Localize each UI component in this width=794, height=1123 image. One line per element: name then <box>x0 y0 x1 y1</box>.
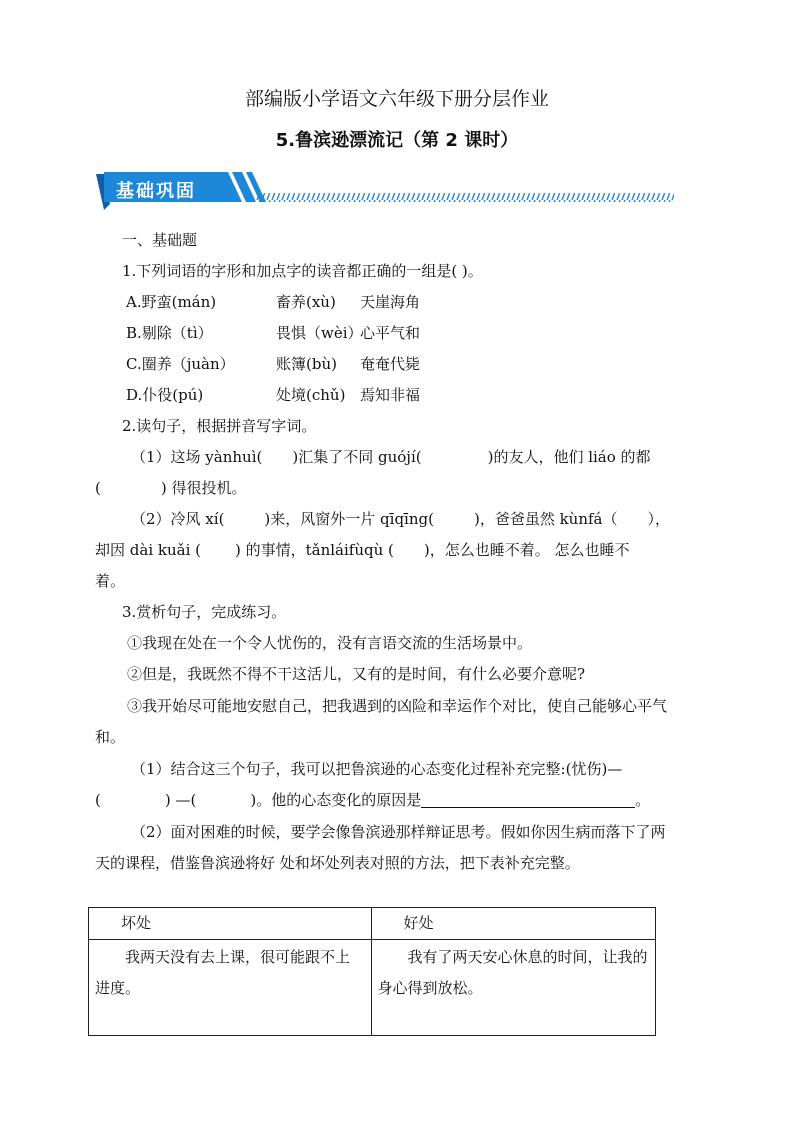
text-segment: ) 得很投机。 <box>160 479 247 497</box>
q1-option-b <box>126 323 420 343</box>
q2-sentence2-line2 <box>95 540 630 560</box>
section-banner <box>96 168 676 212</box>
text-segment: )来，风窗外一片 qīqīng( <box>264 510 434 528</box>
q1-option-c <box>126 354 420 374</box>
section-banner-label: 基础巩固 <box>116 181 196 202</box>
q3-sub1-line1: （1）结合这三个句子，我可以把鲁滨逊的心态变化过程补充完整:(忧伤)— <box>131 760 623 778</box>
q2-sentence2-line1 <box>131 509 670 529</box>
q2-sentence1-line2 <box>95 478 246 498</box>
pros-cons-table <box>88 907 656 1036</box>
text-segment: )的友人，他们 liáo 的都 <box>487 448 651 466</box>
q1-option-d <box>126 385 420 405</box>
q2-sentence2-line3: 着。 <box>95 572 126 590</box>
text-segment: ) —( <box>164 791 197 809</box>
option-word: C.圈养（juàn） <box>126 355 235 373</box>
q3-sub1-line2 <box>95 790 650 810</box>
option-word: 畜养(xù) <box>276 293 336 311</box>
option-word: B.剔除（tì） <box>126 324 213 342</box>
option-word: 心平气和 <box>360 324 421 342</box>
document-title: 部编版小学语文六年级下册分层作业 <box>244 88 549 110</box>
q3-stem: 3.赏析句子，完成练习。 <box>122 603 287 621</box>
text-segment: ) 的事情，tǎnláifùqù ( <box>235 541 394 559</box>
option-word: D.仆役(pú) <box>126 386 204 404</box>
text-segment: )。他的心态变化的原因是 <box>250 791 422 809</box>
text-segment: （1）这场 yànhuì( <box>131 448 263 466</box>
option-word: 处境(chǔ) <box>276 386 346 404</box>
q3-sub2-line2: 天的课程，借鉴鲁滨逊将好 处和坏处列表对照的方法，把下表补充完整。 <box>95 854 580 872</box>
lesson-subtitle: 5.鲁滨逊漂流记（第 2 课时） <box>275 130 519 151</box>
text-segment: 却因 dài kuǎi ( <box>95 541 201 559</box>
option-word: 奄奄代毙 <box>360 355 421 373</box>
q3-sub2-line1: （2）面对困难的时候，要学会像鲁滨逊那样辩证思考。假如你因生病而落下了两 <box>131 823 666 841</box>
table-header-cons: 坏处 <box>89 908 372 940</box>
table-header-row <box>89 908 656 940</box>
text-segment: ）， <box>647 510 671 528</box>
part-heading: 一、基础题 <box>122 231 198 249</box>
option-word: 天崖海角 <box>360 293 421 311</box>
text-segment: （2）冷风 xí( <box>131 510 225 528</box>
table-header-pros: 好处 <box>371 908 656 940</box>
q3-sentence-1: ①我现在处在一个令人忧伤的，没有言语交流的生活场景中。 <box>127 634 533 652</box>
table-cell-cons[interactable]: 我两天没有去上课，很可能跟不上进度。 <box>89 940 372 1036</box>
q3-sentence-2: ②但是，我既然不得不干这活儿，又有的是时间，有什么必要介意呢? <box>127 665 586 683</box>
q2-sentence1-line1 <box>131 447 651 467</box>
q3-sentence-3: ③我开始尽可能地安慰自己，把我遇到的凶险和幸运作个对比，使自己能够心平气 <box>127 697 668 715</box>
q1-stem: 1.下列词语的字形和加点字的读音都正确的一组是( )。 <box>122 262 483 280</box>
option-word: 焉知非福 <box>360 386 421 404</box>
text-segment: ( <box>95 479 101 497</box>
q2-stem: 2.读句子，根据拼音写字词。 <box>122 417 317 435</box>
table-cell-pros[interactable]: 我有了两天安心休息的时间，让我的身心得到放松。 <box>371 940 656 1036</box>
option-word: A.野蛮(mán) <box>126 293 217 311</box>
option-word: 畏惧（wèi） <box>276 324 363 342</box>
text-segment: 。 <box>635 791 651 809</box>
q3-sentence-3-cont: 和。 <box>95 728 126 746</box>
table-row <box>89 940 656 1036</box>
text-segment: ( <box>95 791 101 809</box>
text-segment: )，怎么也睡不着。 怎么也睡不 <box>423 541 630 559</box>
text-segment: )，爸爸虽然 kùnfá（ <box>473 510 618 528</box>
option-word: 账簿(bù) <box>276 355 337 373</box>
q1-option-a <box>126 292 420 312</box>
answer-underline[interactable] <box>421 791 635 808</box>
text-segment: )汇集了不同 guójí( <box>292 448 422 466</box>
